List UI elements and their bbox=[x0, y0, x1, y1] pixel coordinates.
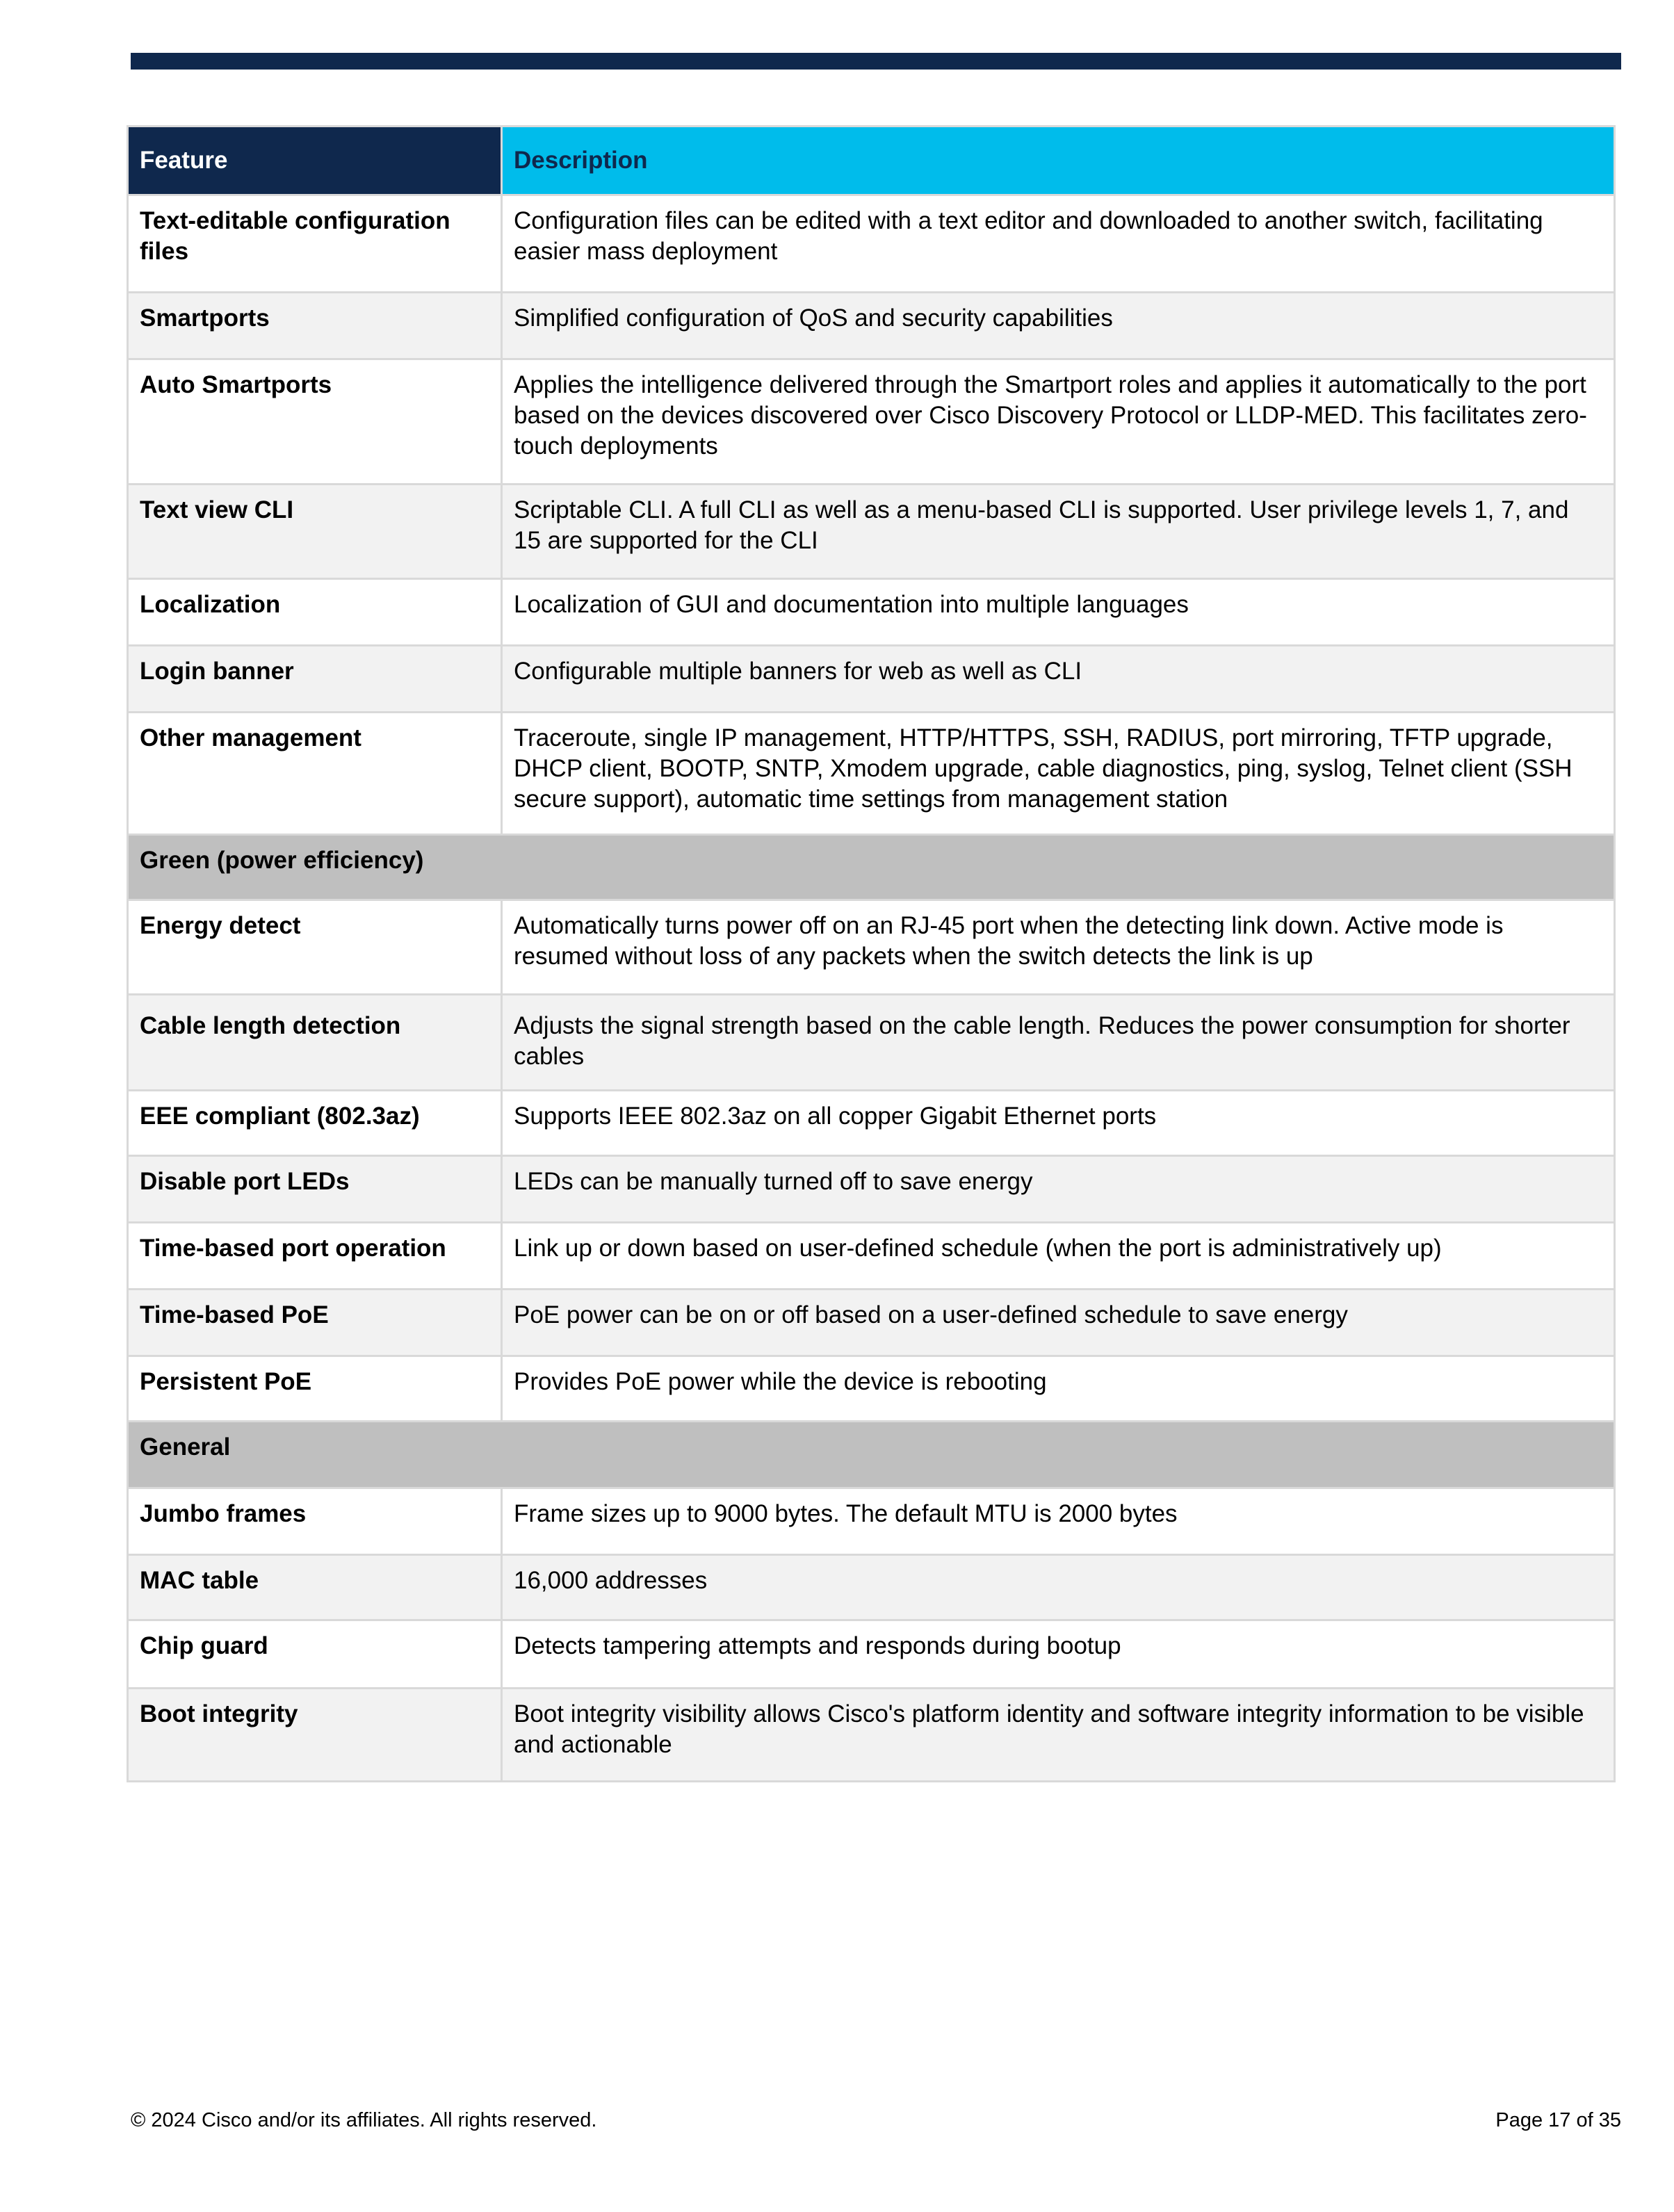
feature-cell: EEE compliant (802.3az) bbox=[128, 1091, 502, 1156]
description-cell: PoE power can be on or off based on a user-defined schedule to save energy bbox=[502, 1290, 1615, 1356]
feature-cell: Persistent PoE bbox=[128, 1356, 502, 1422]
feature-cell: Smartports bbox=[128, 293, 502, 359]
feature-cell: Auto Smartports bbox=[128, 359, 502, 485]
description-cell: Frame sizes up to 9000 bytes. The default MTU is 2000 bytes bbox=[502, 1488, 1615, 1555]
header-accent-bar bbox=[131, 53, 1621, 70]
section-heading: General bbox=[128, 1422, 1615, 1488]
description-cell: Link up or down based on user-defined schedule (when the port is administratively up) bbox=[502, 1223, 1615, 1290]
feature-cell: Other management bbox=[128, 713, 502, 835]
feature-cell: MAC table bbox=[128, 1555, 502, 1620]
feature-cell: Localization bbox=[128, 579, 502, 646]
table-row bbox=[128, 646, 1615, 713]
feature-cell: Cable length detection bbox=[128, 995, 502, 1091]
column-header-feature: Feature bbox=[128, 127, 502, 195]
table-row bbox=[128, 1156, 1615, 1223]
table-row bbox=[128, 1091, 1615, 1156]
description-cell: Localization of GUI and documentation into multiple languages bbox=[502, 579, 1615, 646]
table-row bbox=[128, 1223, 1615, 1290]
description-cell: Automatically turns power off on an RJ-45 port when the detecting link down. Active mode is resumed without loss of any packets when the switch detects the link is up bbox=[502, 900, 1615, 995]
feature-cell: Time-based port operation bbox=[128, 1223, 502, 1290]
description-cell: Traceroute, single IP management, HTTP/HTTPS, SSH, RADIUS, port mirroring, TFTP upgrade, DHCP client, BOOTP, SNTP, Xmodem upgrade, cable diagnostics, ping, syslog, Telnet client (SSH secure support), automatic time settings from management station bbox=[502, 713, 1615, 835]
table-row bbox=[128, 579, 1615, 646]
page-number: Page 17 of 35 bbox=[1495, 2109, 1621, 2131]
table-row bbox=[128, 485, 1615, 579]
description-cell: Boot integrity visibility allows Cisco's platform identity and software integrity information to be visible and actionable bbox=[502, 1689, 1615, 1782]
feature-cell: Boot integrity bbox=[128, 1689, 502, 1782]
table-row bbox=[128, 713, 1615, 835]
feature-cell: Disable port LEDs bbox=[128, 1156, 502, 1223]
feature-cell: Time-based PoE bbox=[128, 1290, 502, 1356]
feature-cell: Chip guard bbox=[128, 1620, 502, 1689]
feature-cell: Energy detect bbox=[128, 900, 502, 995]
table-row bbox=[128, 1620, 1615, 1689]
description-cell: Configuration files can be edited with a text editor and downloaded to another switch, facilitating easier mass deployment bbox=[502, 195, 1615, 293]
section-row-green bbox=[128, 835, 1615, 900]
description-cell: Adjusts the signal strength based on the cable length. Reduces the power consumption for shorter cables bbox=[502, 995, 1615, 1091]
table-row bbox=[128, 1689, 1615, 1782]
feature-cell: Text view CLI bbox=[128, 485, 502, 579]
table-row bbox=[128, 1555, 1615, 1620]
feature-table bbox=[127, 125, 1616, 1782]
description-cell: Configurable multiple banners for web as well as CLI bbox=[502, 646, 1615, 713]
column-header-description: Description bbox=[502, 127, 1615, 195]
feature-cell: Jumbo frames bbox=[128, 1488, 502, 1555]
section-heading: Green (power efficiency) bbox=[128, 835, 1615, 900]
description-cell: 16,000 addresses bbox=[502, 1555, 1615, 1620]
table-row bbox=[128, 995, 1615, 1091]
description-cell: Scriptable CLI. A full CLI as well as a menu-based CLI is supported. User privilege levels 1, 7, and 15 are supported for the CLI bbox=[502, 485, 1615, 579]
table-row bbox=[128, 359, 1615, 485]
table-row bbox=[128, 1290, 1615, 1356]
section-row-general bbox=[128, 1422, 1615, 1488]
copyright-notice: © 2024 Cisco and/or its affiliates. All rights reserved. bbox=[131, 2109, 597, 2131]
description-cell: LEDs can be manually turned off to save energy bbox=[502, 1156, 1615, 1223]
table-header-row bbox=[128, 127, 1615, 195]
description-cell: Detects tampering attempts and responds during bootup bbox=[502, 1620, 1615, 1689]
description-cell: Simplified configuration of QoS and security capabilities bbox=[502, 293, 1615, 359]
table-row bbox=[128, 195, 1615, 293]
feature-cell: Text-editable configuration files bbox=[128, 195, 502, 293]
description-cell: Supports IEEE 802.3az on all copper Gigabit Ethernet ports bbox=[502, 1091, 1615, 1156]
description-cell: Applies the intelligence delivered through the Smartport roles and applies it automatically to the port based on the devices discovered over Cisco Discovery Protocol or LLDP-MED. This facilitates zero-touch deployments bbox=[502, 359, 1615, 485]
feature-cell: Login banner bbox=[128, 646, 502, 713]
table-row bbox=[128, 1356, 1615, 1422]
description-cell: Provides PoE power while the device is rebooting bbox=[502, 1356, 1615, 1422]
table-row bbox=[128, 1488, 1615, 1555]
table-row bbox=[128, 293, 1615, 359]
table-row bbox=[128, 900, 1615, 995]
